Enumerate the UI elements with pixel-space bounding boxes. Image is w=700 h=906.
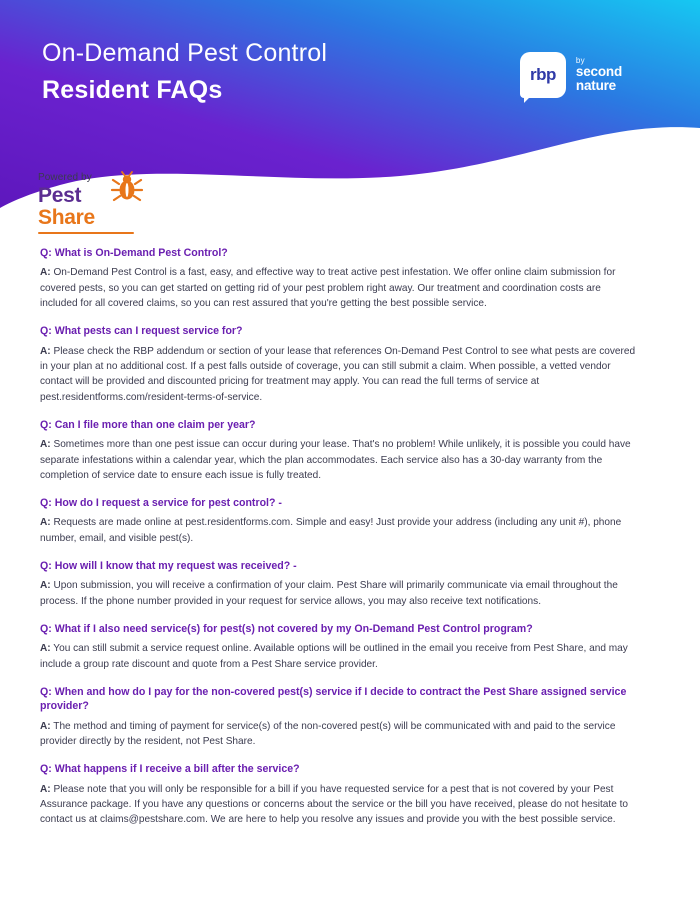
second-nature-word-second: second bbox=[575, 64, 622, 80]
powered-by-label: Powered by bbox=[38, 172, 92, 183]
faq-item bbox=[40, 496, 638, 546]
rbp-logo-text: rbp bbox=[529, 65, 556, 84]
faq-question: Q: What pests can I request service for? bbox=[40, 325, 243, 338]
faq-answer-prefix: A: bbox=[40, 267, 51, 279]
faq-question: Q: What happens if I receive a bill after the service? bbox=[40, 763, 300, 776]
faq-question: Q: How will I know that my request was received? - bbox=[40, 560, 297, 573]
page-title-line-1: On-Demand Pest Control bbox=[42, 39, 328, 67]
faq-answer-text: On-Demand Pest Control is a fast, easy, and effective way to treat active pest infestation. We offer online claim submission for covered pests, so you can get started on getting rid of your pest problem right away. Our treatment and coordination costs are included for all covered claims, so you can rest assured that you're getting the best possible service. bbox=[40, 267, 616, 309]
faq-answer bbox=[40, 265, 638, 311]
faq-answer-text: Please note that you will only be responsible for a bill if you have requested service for a pest that is not covered by your Pest Assurance package. If you have any questions or concerns about the service or the bill you have received, please do not hesitate to contact us at claims@pestshare.com. We are here to help you resolve any issues and provide you with the best possible service. bbox=[40, 783, 629, 826]
pest-share-word-pest: Pest bbox=[38, 184, 82, 207]
page-title-line-2: Resident FAQs bbox=[42, 76, 223, 105]
faq-item bbox=[40, 418, 638, 483]
pest-share-logo bbox=[38, 185, 258, 231]
faq-answer-prefix: A: bbox=[40, 783, 51, 795]
faq-answer bbox=[40, 719, 638, 750]
faq-answer-text: Upon submission, you will receive a confirmation of your claim. Pest Share will primarily communicate via email throughout the process. If the phone number provided in your request for service allows, you may also receive text notifications. bbox=[40, 580, 618, 607]
faq-answer-prefix: A: bbox=[40, 439, 51, 451]
faq-answer bbox=[40, 578, 638, 609]
faq-answer bbox=[40, 344, 638, 405]
faq-answer bbox=[40, 782, 638, 828]
faq-answer-text: The method and timing of payment for service(s) of the non-covered pest(s) will be communicated with and paid to the service provider directly by the resident, not Pest Share. bbox=[40, 720, 616, 747]
faq-question: Q: What if I also need service(s) for pest(s) not covered by my On-Demand Pest Control program? bbox=[40, 623, 533, 636]
faq-answer bbox=[40, 515, 638, 546]
faq-question: Q: What is On-Demand Pest Control? bbox=[40, 247, 228, 259]
faq-answer bbox=[40, 641, 638, 672]
pest-share-word-share: Share bbox=[38, 206, 95, 229]
bug-icon bbox=[110, 171, 144, 205]
faq-answer bbox=[40, 437, 638, 483]
faq-item bbox=[40, 324, 638, 405]
faq-question: Q: When and how do I pay for the non-covered pest(s) service if I decide to contract the Pest Share assigned service provider? bbox=[40, 686, 627, 713]
faq-answer-prefix: A: bbox=[40, 643, 51, 655]
page-title bbox=[42, 38, 327, 107]
faq-answer-prefix: A: bbox=[40, 345, 51, 357]
second-nature-word-nature: nature bbox=[575, 78, 616, 94]
powered-by-block bbox=[38, 172, 258, 231]
faq-answer-prefix: A: bbox=[40, 720, 51, 732]
faq-item bbox=[40, 559, 638, 609]
rbp-logo-tile bbox=[520, 52, 566, 98]
faq-item bbox=[40, 246, 638, 311]
faq-answer-prefix: A: bbox=[40, 580, 51, 592]
faq-list bbox=[40, 246, 638, 841]
second-nature-by-label: by bbox=[575, 55, 585, 65]
faq-answer-text: Requests are made online at pest.residentforms.com. Simple and easy! Just provide your address (including any unit #), phone number, email, and visible pest(s). bbox=[40, 517, 622, 544]
faq-question: Q: Can I file more than one claim per year? bbox=[40, 418, 256, 431]
faq-answer-prefix: A: bbox=[40, 517, 51, 529]
faq-answer-text: You can still submit a service request online. Available options will be outlined in the email you receive from Pest Share, and may include a group rate discount and quote from a Pest Share service provider. bbox=[40, 643, 628, 670]
pest-share-underline bbox=[38, 232, 134, 234]
second-nature-logo-text bbox=[576, 57, 622, 94]
faq-question: Q: How do I request a service for pest control? - bbox=[40, 497, 282, 510]
page-header-banner bbox=[0, 0, 700, 229]
faq-item bbox=[40, 685, 638, 749]
faq-answer-text: Sometimes more than one pest issue can occur during your lease. That's no problem! While unlikely, it is possible you could have separate infestations within a calendar year, which the plan accommodates. Each service also has a 30-day warranty from the completion of service date to ensure each issue is fully treated. bbox=[40, 439, 631, 481]
faq-answer-text: Please check the RBP addendum or section of your lease that references On-Demand Pest Control to see what pests are covered in your plan at no additional cost. If a pest falls outside of coverage, you can still submit a claim. When possible, a vetted vendor contact will be provided and discounted pricing for treatment may apply. You can read the full terms of service at pest.residentforms.com/resident-terms-of-service. bbox=[40, 345, 636, 403]
faq-item bbox=[40, 762, 638, 827]
rbp-second-nature-logo bbox=[520, 52, 622, 98]
faq-item bbox=[40, 622, 638, 672]
